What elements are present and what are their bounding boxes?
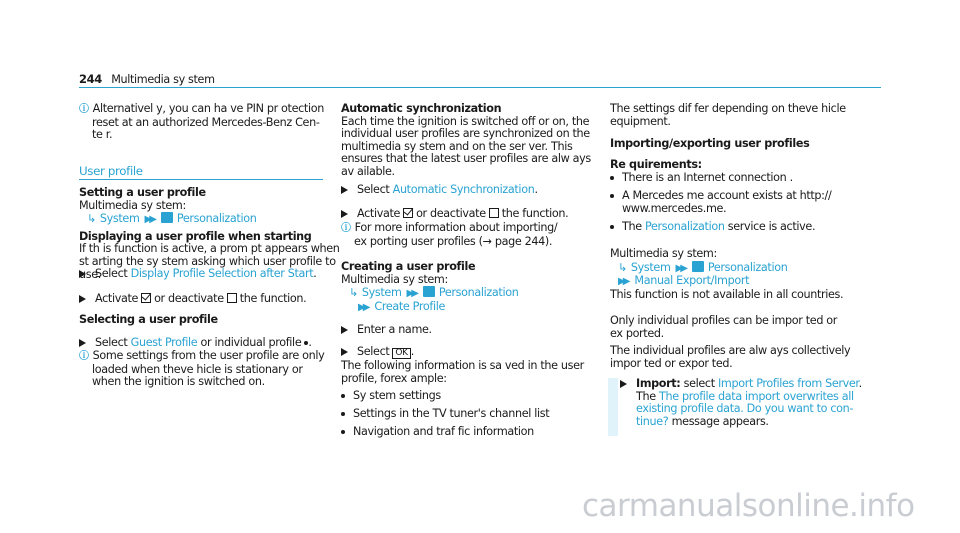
display-heading: Displaying a user profile when starting bbox=[79, 229, 312, 243]
create-block: Creating a user profile Multimedia sy stem: ↳ System ▶▶ Personalization ▶▶ Create Profile bbox=[341, 260, 519, 313]
setting-block: Setting a user profile Multimedia sy stem: ↳ System ▶▶ Personalization Displaying a user profile when starting If th is function is active, a prom pt appears when st arting the sy stem asking which user profile to use. bbox=[79, 186, 340, 281]
page-header-title: Multimedia sy stem bbox=[111, 73, 215, 86]
diff-text: The settings dif fer depending on theve hicle equipment. bbox=[610, 102, 846, 128]
page-header bbox=[79, 73, 215, 87]
step-select-ok: Select OK . bbox=[341, 346, 414, 359]
bullet-list bbox=[341, 390, 549, 444]
bullet-icon bbox=[610, 176, 614, 180]
info-icon: ⓘ bbox=[79, 104, 89, 115]
checkbox-empty-icon bbox=[489, 208, 499, 218]
ok-key-icon: OK bbox=[392, 348, 410, 359]
list-item: Settings in the TV tuner's channel list bbox=[341, 408, 549, 426]
only-individual: Only individual profiles can be impor ted or ex ported. bbox=[610, 314, 838, 340]
requirements-list: There is an Internet connection . A Mercedes me account exists at http:// www.mercedes.me. The Personalization service is active. bbox=[610, 172, 831, 233]
info-icon: ⓘ bbox=[341, 223, 351, 234]
nav-path: ↳ System ▶▶ Personalization bbox=[349, 286, 519, 300]
step-arrow-icon bbox=[341, 348, 348, 356]
double-chevron-icon: ▶▶ bbox=[406, 288, 416, 300]
step-arrow-icon bbox=[341, 326, 348, 334]
auto-sync-block: Automatic synchronization Each time the ignition is switched off or on, the individual user profiles are synchronized on the multimedia sy stem and on the ser ver. This ensures that the latest user profiles are alw ays av ailable. bbox=[341, 102, 591, 178]
step-select-display: Select Display Profile Selection after Start. bbox=[79, 268, 317, 281]
checkbox-checked-icon bbox=[403, 208, 413, 218]
personalization-icon bbox=[423, 286, 435, 297]
auto-note: ⓘ For more information about importing/ ex porting user profiles (→ page 244). bbox=[341, 221, 558, 248]
section-title-user-profile: User profile bbox=[79, 164, 143, 178]
note-alternatively: ⓘ Alternativel y, you can ha ve PIN pr otection reset at an authorized Mercedes-Benz Cen- te r. bbox=[79, 102, 324, 142]
double-chevron-icon: ▶▶ bbox=[618, 276, 628, 288]
nav-personalization: Personalization bbox=[176, 212, 257, 226]
double-chevron-icon: ▶▶ bbox=[358, 301, 368, 313]
selecting-heading: Selecting a user profile bbox=[79, 313, 218, 326]
bullet-icon bbox=[341, 412, 345, 416]
auto-sync-heading: Automatic synchronization bbox=[341, 102, 502, 115]
step-arrow-icon bbox=[79, 339, 86, 347]
profile-dot-icon bbox=[304, 341, 308, 345]
personalization-icon bbox=[161, 212, 173, 223]
follow-block: The following information is sa ved in the user profile, forex ample: bbox=[341, 359, 584, 385]
guest-note: ⓘ Some settings from the user profile are only loaded when theve hicle is stationary or when the ignition is switched on. bbox=[79, 349, 325, 389]
step-enter-name: Enter a name. bbox=[341, 324, 432, 337]
info-icon: ⓘ bbox=[79, 351, 89, 362]
collectively: The individual profiles are alw ays collectively impor ted or expor ted. bbox=[610, 344, 851, 370]
nav-path: ↳ System ▶▶ Personalization bbox=[618, 260, 788, 274]
create-heading: Creating a user profile bbox=[341, 260, 476, 273]
checkbox-empty-icon bbox=[227, 293, 237, 303]
bullet-icon bbox=[341, 430, 345, 434]
page-number: 244 bbox=[79, 72, 102, 86]
bullet-icon bbox=[610, 194, 614, 198]
header-rule bbox=[79, 87, 881, 88]
return-arrow-icon: ↳ bbox=[618, 260, 627, 274]
double-chevron-icon: ▶▶ bbox=[144, 214, 154, 226]
step-select-guest: Select Guest Profile or individual profile . bbox=[79, 337, 312, 350]
double-chevron-icon: ▶▶ bbox=[675, 262, 685, 274]
step-select-auto: Select Automatic Synchronization. bbox=[341, 184, 538, 197]
step-arrow-icon bbox=[341, 186, 348, 194]
return-arrow-icon: ↳ bbox=[87, 212, 96, 226]
step-arrow-icon bbox=[79, 270, 86, 278]
setting-sub: Multimedia sy stem: bbox=[79, 198, 186, 212]
step-import: Import: select Import Profiles from Server. The The profile data import overwrites all existing profile data. Do you want to con- tinue? message appears. bbox=[620, 378, 862, 428]
step-arrow-icon bbox=[620, 380, 627, 388]
import-heading: Importing/exporting user profiles bbox=[610, 137, 810, 150]
bullet-icon bbox=[610, 225, 614, 229]
list-item: There is an Internet connection . bbox=[610, 172, 831, 190]
nav-system: System bbox=[99, 212, 140, 226]
list-item: Navigation and traf fic information bbox=[341, 426, 549, 444]
setting-heading: Setting a user profile bbox=[79, 186, 206, 199]
step-activate: Activate or deactivate the function. bbox=[79, 293, 306, 306]
step-arrow-icon bbox=[341, 210, 348, 218]
bullet-icon bbox=[341, 394, 345, 398]
personalization-icon bbox=[692, 261, 704, 272]
highlight-bar bbox=[608, 378, 618, 436]
requirements-heading: Re quirements: bbox=[610, 158, 702, 171]
list-item: Sy stem settings bbox=[341, 390, 549, 408]
list-item: A Mercedes me account exists at http:// bbox=[610, 190, 831, 203]
return-arrow-icon: ↳ bbox=[349, 286, 358, 300]
step-arrow-icon bbox=[79, 295, 86, 303]
multimedia-nav: Multimedia sy stem: ↳ System ▶▶ Personalization ▶▶ Manual Export/Import This function is not available in all countries. bbox=[610, 247, 844, 301]
watermark: carmanualsonline.info bbox=[582, 488, 915, 524]
section-rule bbox=[79, 179, 323, 180]
checkbox-checked-icon bbox=[141, 293, 151, 303]
list-item: The Personalization service is active. bbox=[610, 221, 831, 234]
step-activate-auto: Activate or deactivate the function. bbox=[341, 208, 568, 221]
nav-path bbox=[79, 212, 340, 227]
